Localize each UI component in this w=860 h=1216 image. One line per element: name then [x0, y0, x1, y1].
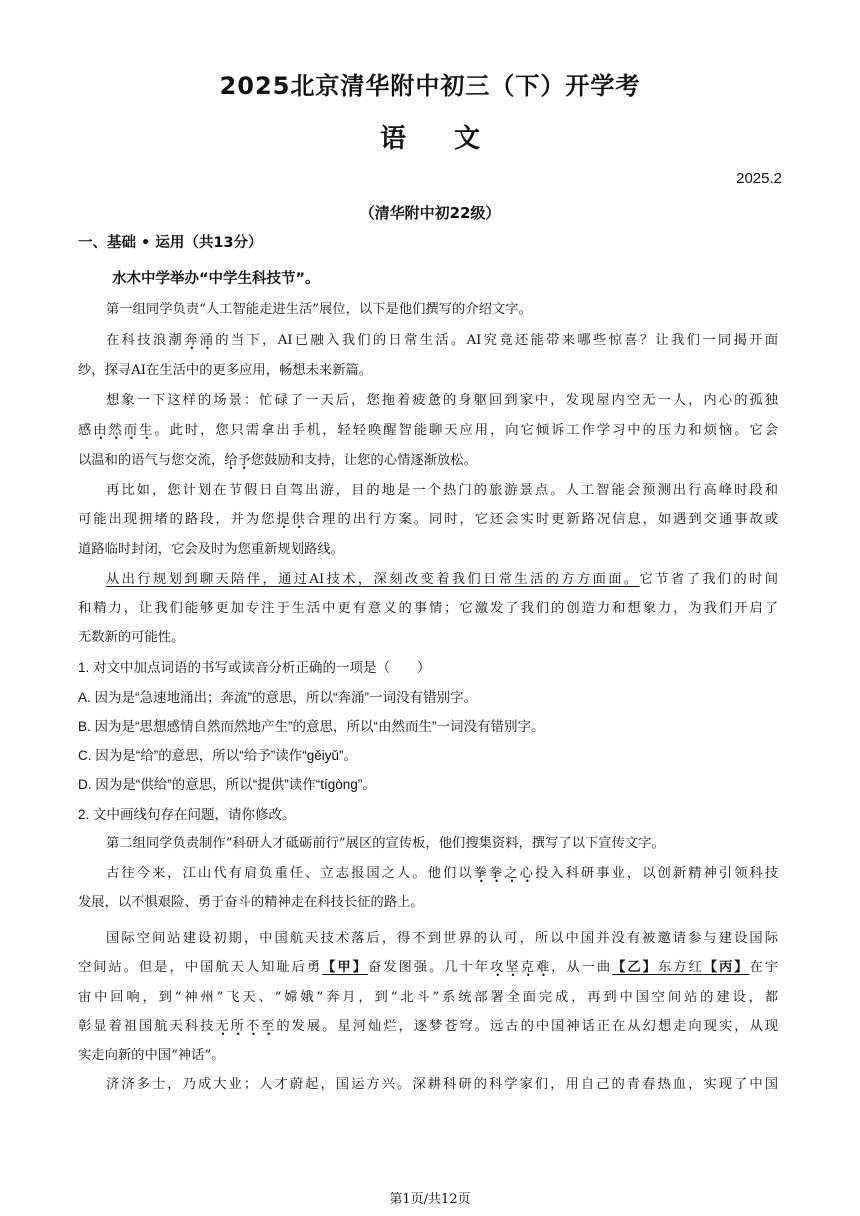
para2-line1: 想象一下这样的场景：忙碌了一天后，您拖着疲惫的身躯回到家中，发现屋内空无一人，内心的孤独 — [106, 393, 778, 408]
blank-yi: 【乙】 — [612, 960, 658, 975]
dotted-char: 然 — [108, 423, 124, 438]
page-number: 第1页/共12页 — [389, 1192, 471, 1207]
para3-line2: 可能出现拥堵的路段，并为您提供合理的出行方案。同时，它还会实时更新路况信息，如遇到交通事故或 — [78, 512, 779, 527]
dotted-char: 予 — [237, 453, 251, 468]
para7-line1: 济济多士，乃成大业；人才蔚起，国运方兴。深耕科研的科学家们，用自己的青春热血，实现了中国 — [106, 1077, 778, 1092]
question1-option-b: B. 因为是“思想感情自然而然地产生”的意思，所以“由然而生”一词没有错别字。 — [78, 719, 545, 734]
intro-group2: 第二组同学负责制作“科研人才砥砺前行”展区的宣传板，他们搜集资料，撰写了以下宣传文字。 — [106, 836, 665, 851]
para4-line1: 从出行规划到聊天陪伴，通过AI技术，深刻改变着我们日常生活的方方面面。它节省了我们的时间 — [106, 572, 778, 587]
question1-option-d: D. 因为是“供给”的意思，所以“提供”读作“tígòng”。 — [78, 777, 376, 792]
para6-line4: 彰显着祖国航天科技无所不至的发展。星河灿烂，逐梦苍穹。远古的中国神话正在从幻想走向现实，从现 — [78, 1019, 779, 1034]
blank-jia: 【甲】 — [322, 960, 368, 975]
question1-option-c: C. 因为是“给”的意思，所以“给予”读作“gěiyǔ”。 — [78, 748, 357, 763]
para6-line1: 国际空间站建设初期，中国航天技术落后，得不到世界的认可，所以中国并没有被邀请参与建设国际 — [106, 931, 778, 946]
para5-line1: 古往今来，江山代有肩负重任、立志报国之人。他们以拳拳之心投入科研事业，以创新精神引领科技 — [106, 866, 779, 881]
question1-option-a: A. 因为是“急速地涌出；奔流”的意思，所以“奔涌”一词没有错别字。 — [78, 690, 477, 705]
exam-title: 2025北京清华附中初三（下）开学考 — [219, 72, 641, 100]
para6-line2: 空间站。但是，中国航天人知耻后勇【甲】奋发图强。几十年攻坚克难，从一曲【乙】东方红【丙】在宇 — [78, 960, 779, 975]
dotted-char: 之 — [504, 866, 520, 881]
dotted-char: 攻 — [490, 960, 506, 975]
para3-line3: 道路临时封闭，它会及时为您重新规划路线。 — [78, 542, 344, 557]
dotted-char: 所 — [230, 1019, 246, 1034]
dotted-char: 克 — [520, 960, 536, 975]
dotted-char: 无 — [215, 1019, 231, 1034]
dotted-char: 供 — [291, 512, 307, 527]
para6-line3: 宙中回响，到“神州”飞天、“嫦娥”奔月，到“北斗”系统部署全面完成，再到中国空间站的建设，都 — [78, 990, 778, 1005]
dotted-char: 拳 — [473, 866, 489, 881]
para4-line3: 无数新的可能性。 — [78, 630, 185, 645]
para2-line3: 以温和的语气与您交流，给予您鼓励和支持，让您的心情逐渐放松。 — [78, 453, 477, 468]
dotted-char: 不 — [245, 1019, 262, 1034]
dotted-char: 而 — [123, 423, 140, 438]
dotted-char: 给 — [224, 453, 238, 468]
underlined-sentence: 从出行规划到聊天陪伴，通过AI技术，深刻改变着我们日常生活的方方面面。 — [106, 572, 640, 587]
para1-line1: 在科技浪潮奔涌的当下，AI已融入我们的日常生活。AI究竟还能带来哪些惊喜？让我们一同揭开面 — [106, 333, 778, 348]
para2-line2: 感由然而生。此时，您只需拿出手机，轻轻唤醒智能聊天应用，向它倾诉工作学习中的压力和烦恼。它会 — [78, 423, 779, 438]
dotted-char: 心 — [519, 866, 535, 881]
blank-bing: 【丙】 — [703, 960, 750, 975]
section-theme: 水木中学举办“中学生科技节”。 — [112, 271, 320, 287]
question1-stem: 1. 对文中加点词语的书写或读音分析正确的一项是（ ） — [78, 660, 431, 675]
section-heading: 一、基础 • 运用（共13分） — [78, 235, 263, 251]
para4-line2: 和精力，让我们能够更加专注于生活中更有意义的事情；它激发了我们的创造力和想象力，为我们开启了 — [78, 601, 778, 616]
dotted-char: 由 — [93, 423, 109, 438]
dotted-char: 涌 — [199, 333, 216, 348]
subject-title: 语文 — [379, 124, 528, 154]
para3-line1: 再比如，您计划在节假日自驾出游，目的地是一个热门的旅游景点。人工智能会预测出行高峰时段和 — [106, 483, 778, 498]
question2-stem: 2. 文中画线句存在问题，请你修改。 — [78, 807, 296, 822]
dotted-char: 生 — [139, 423, 155, 438]
para5-line2: 发展，以不惧艰险、勇于奋斗的精神走在科技长征的路上。 — [78, 895, 424, 910]
grade-label: （清华附中初22级） — [359, 204, 501, 222]
dotted-char: 提 — [276, 512, 292, 527]
dotted-char: 奔 — [184, 333, 200, 348]
dotted-char: 拳 — [488, 866, 505, 881]
exam-date: 2025.2 — [736, 170, 782, 187]
dotted-char: 至 — [261, 1019, 277, 1034]
para1-line2: 纱，探寻AI在生活中的更多应用，畅想未来新篇。 — [78, 363, 373, 378]
para6-line5: 实走向新的中国“神话”。 — [78, 1048, 225, 1063]
dotted-char: 坚 — [505, 960, 521, 975]
dotted-char: 难 — [535, 960, 552, 975]
intro-group1: 第一组同学负责“人工智能走进生活”展位，以下是他们撰写的介绍文字。 — [106, 302, 532, 317]
